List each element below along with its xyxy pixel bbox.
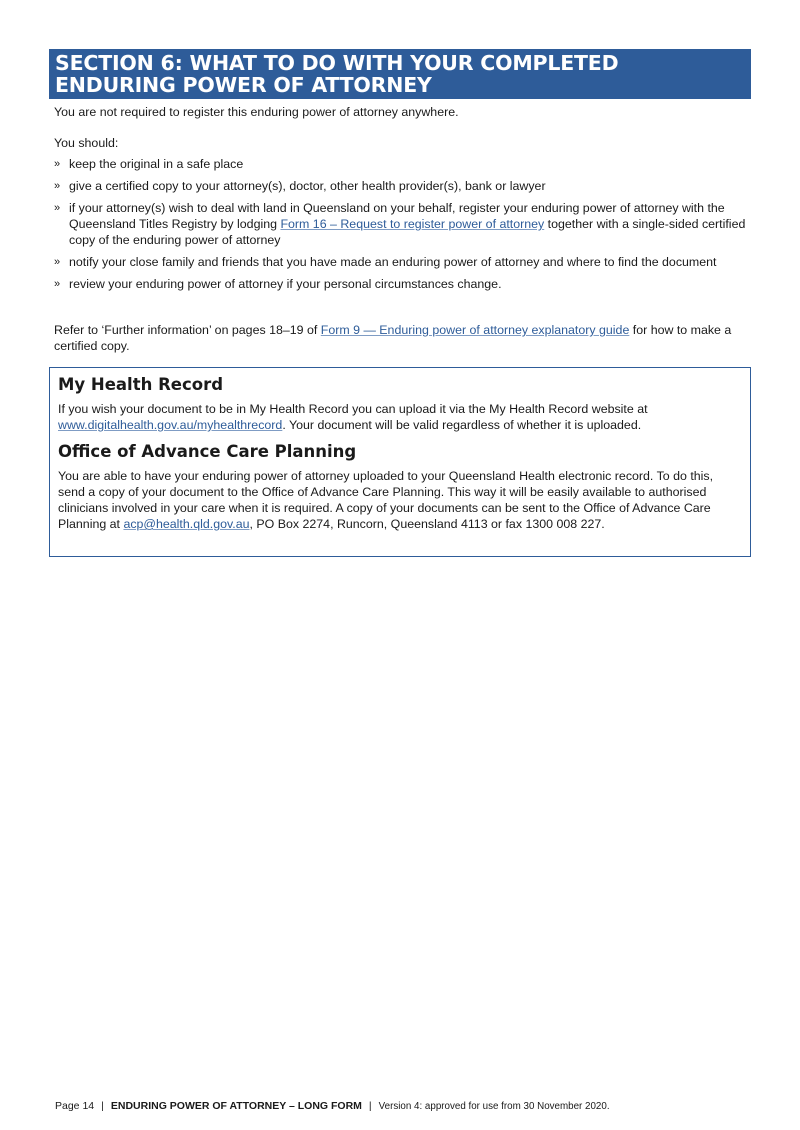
my-health-record-text: If you wish your document to be in My Health Record you can upload it via the My Health Record website at (58, 402, 648, 416)
advance-care-paragraph (58, 468, 741, 532)
my-health-record-link[interactable]: www.digitalhealth.gov.au/myhealthrecord (58, 418, 283, 432)
page-footer (55, 1099, 610, 1114)
list-item (54, 254, 754, 270)
my-health-record-paragraph (58, 401, 741, 433)
list-item-text: together with a single-sided certified copy of the enduring power of attorney (69, 217, 746, 247)
my-health-record-heading: My Health Record (58, 375, 224, 394)
bullet-marker: » (54, 158, 61, 170)
acp-email-link[interactable]: acp@health.qld.gov.au (123, 517, 250, 531)
advance-care-text: , PO Box 2274, Runcorn, Queensland 4113 or fax 1300 008 227. (249, 517, 605, 531)
list-item-text: notify your close family and friends that you have made an enduring power of attorney and where to find the document (69, 255, 717, 269)
bullet-marker: » (54, 202, 61, 214)
list-item (54, 276, 754, 292)
advance-care-text: You are able to have your enduring power of attorney uploaded to your Queensland Health electronic record. To do this, send a copy of your document to the Office of Advance Care Planning. This way it will be easily available to authorised clinicians involved in your care when it is required. A copy of your documents can be sent to the Office of Advance Care Planning at (58, 469, 714, 531)
list-item (54, 200, 754, 248)
page-number: Page 14 (55, 1100, 95, 1112)
list-item (54, 178, 754, 194)
advance-care-heading: Office of Advance Care Planning (58, 442, 357, 461)
refer-text: for how to make a certified copy. (54, 323, 732, 353)
instruction-list (54, 156, 754, 298)
footer-separator: | (101, 1100, 104, 1112)
bullet-marker: » (54, 256, 61, 268)
list-item (54, 156, 754, 172)
info-box (49, 367, 751, 557)
list-item-text: review your enduring power of attorney if your personal circumstances change. (69, 277, 502, 291)
list-item-text: give a certified copy to your attorney(s), doctor, other health provider(s), bank or lawyer (69, 179, 546, 193)
you-should-label: You should: (54, 136, 119, 150)
refer-text: Refer to ‘Further information’ on pages 18–19 of (54, 323, 321, 337)
footer-form-name: ENDURING POWER OF ATTORNEY – LONG FORM (110, 1100, 362, 1112)
form-9-link[interactable]: Form 9 — Enduring power of attorney explanatory guide (320, 323, 630, 337)
list-item-text: keep the original in a safe place (69, 157, 244, 171)
my-health-record-text: . Your document will be valid regardless of whether it is uploaded. (282, 418, 642, 432)
refer-paragraph (54, 322, 754, 354)
bullet-marker: » (54, 180, 61, 192)
intro-paragraph: You are not required to register this enduring power of attorney anywhere. (54, 105, 459, 119)
section-header (49, 49, 751, 99)
bullet-marker: » (54, 278, 61, 290)
footer-version: Version 4: approved for use from 30 November 2020. (378, 1101, 610, 1112)
footer-separator: | (368, 1100, 372, 1112)
section-title: SECTION 6: WHAT TO DO WITH YOUR COMPLETED ENDURING POWER OF ATTORNEY (55, 51, 619, 97)
form-16-link[interactable]: Form 16 – Request to register power of attorney (280, 217, 545, 231)
list-item-text: if your attorney(s) wish to deal with land in Queensland on your behalf, register your enduring power of attorney with the Queensland Titles Registry by lodging (69, 201, 725, 231)
